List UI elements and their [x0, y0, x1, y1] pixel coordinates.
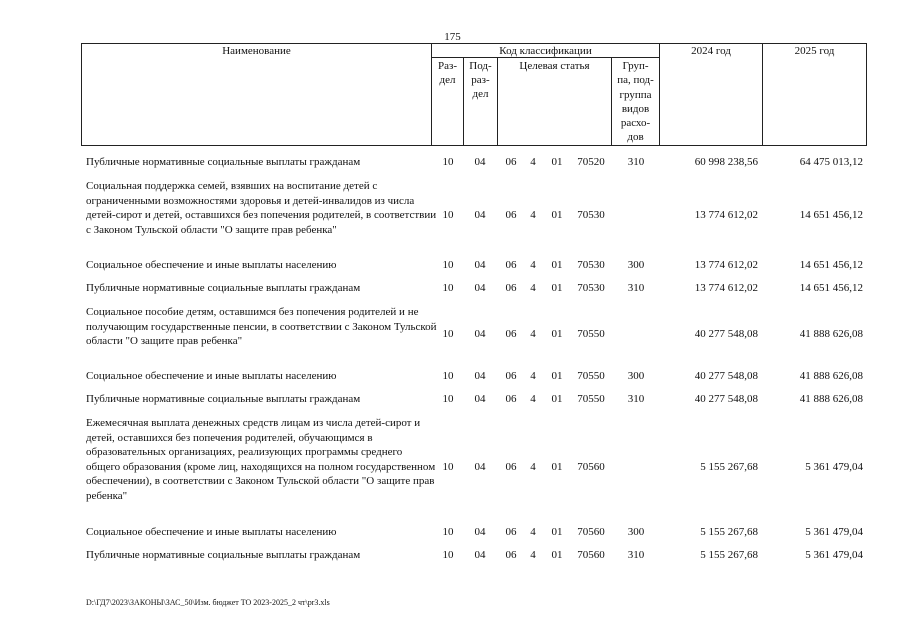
row-name: Социальное обеспечение и иные выплаты населению: [86, 526, 337, 538]
amount-2024-cell: 13 774 612,02: [694, 259, 758, 271]
amount-2025-cell: 41 888 626,08: [799, 370, 863, 382]
target-article-type-cell: 4: [530, 393, 536, 405]
amount-2024-cell: 5 155 267,68: [700, 461, 758, 473]
amount-2025-cell: 41 888 626,08: [799, 328, 863, 340]
header-rule: [659, 43, 660, 146]
target-article-program-cell: 06: [505, 328, 517, 340]
target-article-program-cell: 06: [505, 370, 517, 382]
amount-2025-cell: 14 651 456,12: [799, 209, 863, 221]
row-name: Социальное обеспечение и иные выплаты населению: [86, 259, 337, 271]
target-article-direction-cell: 70560: [577, 526, 605, 538]
amount-2025-cell: 64 475 013,12: [799, 156, 863, 168]
amount-2024-cell: 13 774 612,02: [694, 209, 758, 221]
subsection-cell: 04: [474, 282, 486, 294]
target-article-direction-cell: 70520: [577, 156, 605, 168]
section-cell: 10: [442, 393, 454, 405]
row-name: Социальное пособие детям, оставшимся без попечения родителей и не получающим государственные пенсии, в соответствии с Законом Тульской области "О защите прав ребенка": [86, 306, 437, 347]
row-name: Социальная поддержка семей, взявших на воспитание детей с ограниченными возможностями здоровья и детей-инвалидов из числа детей-сирот и детей, оставшихся без попечения родителей, в соответствии с Законом Тульской области "О защите прав ребенка": [86, 180, 437, 236]
header-right-rule: [866, 43, 867, 146]
section-cell: 10: [442, 461, 454, 473]
target-article-type-cell: 4: [530, 461, 536, 473]
subsection-cell: 04: [474, 549, 486, 561]
row-name: Ежемесячная выплата денежных средств лицам из числа детей-сирот и детей, оставшихся без попечения родителей, обучающимся в образовательных организациях, реализующих программы среднего общего образования (кроме лиц, находящихся на полном государственном обеспечении), в соответствии с Законом Тульской области "О защите прав ребенка": [86, 417, 436, 502]
target-article-subprogram-cell: 01: [551, 393, 563, 405]
expense-group-cell: 310: [627, 282, 645, 294]
target-article-direction-cell: 70560: [577, 461, 605, 473]
row-name: Социальное обеспечение и иные выплаты населению: [86, 370, 337, 382]
page-number: 175: [444, 31, 461, 43]
target-article-direction-cell: 70530: [577, 209, 605, 221]
subsection-cell: 04: [474, 393, 486, 405]
target-article-type-cell: 4: [530, 526, 536, 538]
amount-2024-cell: 40 277 548,08: [694, 328, 758, 340]
amount-2024-cell: 60 998 238,56: [694, 156, 758, 168]
amount-2024-cell: 40 277 548,08: [694, 370, 758, 382]
amount-2024-cell: 13 774 612,02: [694, 282, 758, 294]
expense-group-cell: 310: [627, 393, 645, 405]
header-rule: [762, 43, 763, 146]
subsection-cell: 04: [474, 156, 486, 168]
target-article-program-cell: 06: [505, 393, 517, 405]
row-name: Публичные нормативные социальные выплаты гражданам: [86, 282, 361, 294]
target-article-type-cell: 4: [530, 156, 536, 168]
amount-2025-cell: 5 361 479,04: [805, 461, 863, 473]
row-name: Публичные нормативные социальные выплаты гражданам: [86, 156, 361, 168]
target-article-subprogram-cell: 01: [551, 461, 563, 473]
header-bottom-rule: [81, 145, 867, 146]
section-cell: 10: [442, 209, 454, 221]
amount-2025-cell: 14 651 456,12: [799, 259, 863, 271]
section-cell: 10: [442, 370, 454, 382]
target-article-subprogram-cell: 01: [551, 549, 563, 561]
expense-group-cell: 310: [627, 156, 645, 168]
target-article-type-cell: 4: [530, 282, 536, 294]
expense-group-cell: 300: [627, 370, 645, 382]
expense-group-cell: 300: [627, 259, 645, 271]
target-article-type-cell: 4: [530, 328, 536, 340]
header-classification: Код классификации: [499, 45, 592, 57]
amount-2024-cell: 5 155 267,68: [700, 526, 758, 538]
file-path-footer: D:\ГД7\2023\ЗАКОНЫ\ЗАС_50\Изм. бюджет ТО 2023-2025_2 чт\pr3.xls: [86, 598, 330, 607]
target-article-subprogram-cell: 01: [551, 209, 563, 221]
expense-group-cell: 310: [627, 549, 645, 561]
header-left-rule: [81, 43, 82, 146]
target-article-program-cell: 06: [505, 282, 517, 294]
target-article-subprogram-cell: 01: [551, 328, 563, 340]
header-name: Наименование: [222, 45, 291, 57]
section-cell: 10: [442, 282, 454, 294]
target-article-direction-cell: 70550: [577, 370, 605, 382]
header-expense-group: Груп- па, под- группа видов расхо- дов: [617, 60, 654, 144]
target-article-type-cell: 4: [530, 370, 536, 382]
amount-2025-cell: 5 361 479,04: [805, 526, 863, 538]
target-article-subprogram-cell: 01: [551, 282, 563, 294]
header-section: Раз- дел: [437, 60, 457, 86]
target-article-program-cell: 06: [505, 461, 517, 473]
amount-2025-cell: 41 888 626,08: [799, 393, 863, 405]
target-article-subprogram-cell: 01: [551, 259, 563, 271]
header-year-2024: 2024 год: [691, 45, 731, 57]
target-article-type-cell: 4: [530, 259, 536, 271]
expense-group-cell: 300: [627, 526, 645, 538]
amount-2025-cell: 14 651 456,12: [799, 282, 863, 294]
target-article-type-cell: 4: [530, 209, 536, 221]
target-article-type-cell: 4: [530, 549, 536, 561]
target-article-direction-cell: 70550: [577, 328, 605, 340]
amount-2024-cell: 40 277 548,08: [694, 393, 758, 405]
section-cell: 10: [442, 259, 454, 271]
target-article-program-cell: 06: [505, 526, 517, 538]
subsection-cell: 04: [474, 259, 486, 271]
subsection-cell: 04: [474, 370, 486, 382]
header-target-article: Целевая статья: [519, 60, 590, 72]
target-article-program-cell: 06: [505, 156, 517, 168]
row-name: Публичные нормативные социальные выплаты гражданам: [86, 393, 361, 405]
target-article-program-cell: 06: [505, 549, 517, 561]
target-article-subprogram-cell: 01: [551, 370, 563, 382]
amount-2024-cell: 5 155 267,68: [700, 549, 758, 561]
subsection-cell: 04: [474, 461, 486, 473]
subsection-cell: 04: [474, 328, 486, 340]
header-year-2025: 2025 год: [794, 45, 835, 57]
target-article-program-cell: 06: [505, 209, 517, 221]
section-cell: 10: [442, 549, 454, 561]
target-article-direction-cell: 70550: [577, 393, 605, 405]
subsection-cell: 04: [474, 209, 486, 221]
target-article-program-cell: 06: [505, 259, 517, 271]
amount-2025-cell: 5 361 479,04: [805, 549, 863, 561]
target-article-direction-cell: 70530: [577, 259, 605, 271]
subsection-cell: 04: [474, 526, 486, 538]
section-cell: 10: [442, 526, 454, 538]
target-article-direction-cell: 70560: [577, 549, 605, 561]
row-name: Публичные нормативные социальные выплаты гражданам: [86, 549, 361, 561]
section-cell: 10: [442, 156, 454, 168]
target-article-direction-cell: 70530: [577, 282, 605, 294]
header-subsection: Под- раз- дел: [469, 60, 492, 100]
target-article-subprogram-cell: 01: [551, 156, 563, 168]
section-cell: 10: [442, 328, 454, 340]
target-article-subprogram-cell: 01: [551, 526, 563, 538]
